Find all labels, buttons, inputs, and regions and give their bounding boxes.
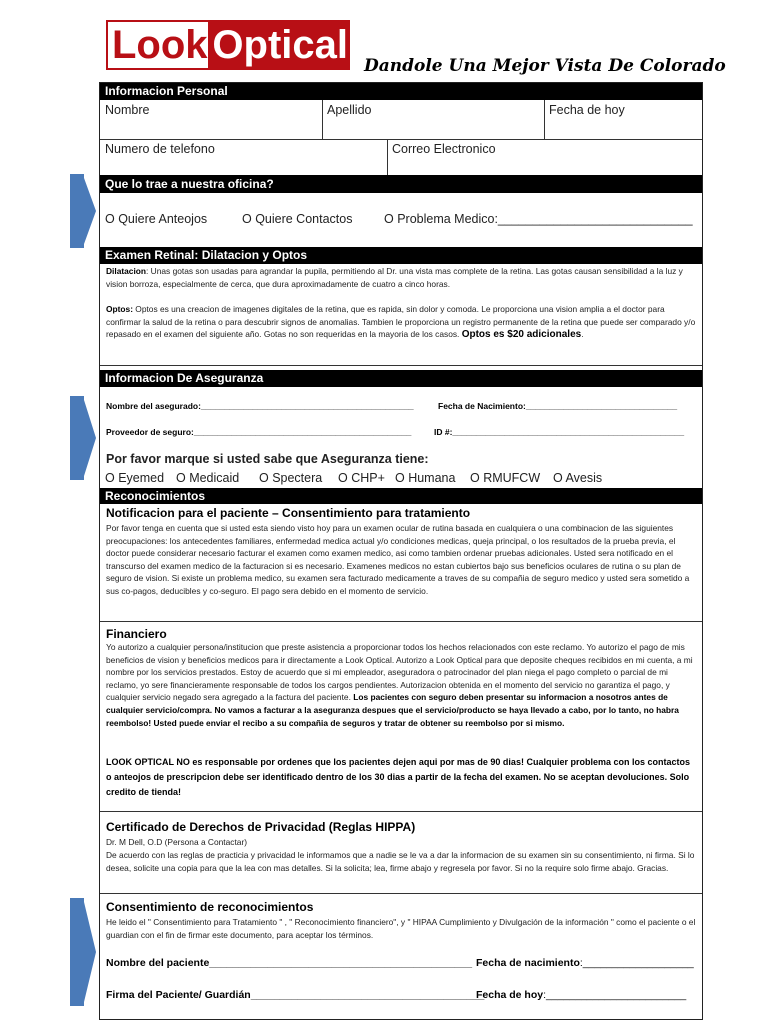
dilatacion-paragraph: Dilatacion: Unas gotas son usadas para agrandar la pupila, permitiendo al Dr. una vista mas complete de la retina. Las gotas causan sensibilidad a la luz y vision borroza, especialmente de cerca, que dura aproximadamente de cuatro a cinco horas. — [106, 266, 683, 289]
insurance-question: Por favor marque si usted sabe que Aseguranza tiene: — [106, 452, 429, 466]
look-optical-logo — [106, 20, 350, 70]
logo-word-look: Look — [112, 23, 208, 67]
divider — [100, 621, 702, 622]
divider — [322, 100, 323, 139]
section-header-personal: Informacion Personal — [100, 83, 702, 100]
notificacion-title: Notificacion para el paciente – Consentimiento para tratamiento — [106, 506, 471, 520]
privacidad-paragraph: De acuerdo con las reglas de practicia y privacidad le informamos que a nadie se le va a dar la informacion de su examen sin su consentimiento, ni firma. Si lo desea, solicite una copia para que la lea con mas detalles. Si la solicita; lea, firme abajo y regresela por favor. Si no la require solo firme abajo. Gracias. — [106, 850, 695, 873]
privacidad-title: Certificado de Derechos de Privacidad (Reglas HIPPA) — [106, 820, 416, 834]
notificacion-paragraph: Por favor tenga en cuenta que si usted esta siendo visto hoy para un examen ocular de rutina basada en cualquiera o una combinacion de las siguientes preocupaciones: los antecedentes familiares, enfermedad medica actual y/o condiciones medicas, queja principal, o los resultados de la prueba previa, el doctor puede considerar necesario facturar el examen como examen medico, asi como tambien ordenar pruebas adicionales. Usted sera notificado en el transcurso del examen medico de la facturacion si es necesario. Examenes medicos no estan cubiertos bajo sus beneficios oculares de rutina o su plan de seguro de vision. Si existe un problema medico, su examen sera facturado medicamente a traves de su compañia de seguro medico y usted sera sometido a sus co-pagos, deducibles y co-seguro. El pago sera debido en el momento de servicio. — [106, 523, 690, 596]
divider — [387, 139, 388, 175]
option-contactos[interactable]: O Quiere Contactos — [242, 212, 353, 226]
field-telefono-label: Numero de telefono — [105, 142, 215, 156]
arrow-right-icon — [68, 394, 98, 482]
section-header-visit: Que lo trae a nuestra oficina? — [100, 175, 702, 193]
divider — [100, 811, 702, 812]
patient-intake-form — [99, 82, 703, 1020]
arrow-right-icon — [68, 172, 98, 250]
section-header-insurance: Informacion De Aseguranza — [100, 370, 702, 387]
option-medicaid[interactable]: O Medicaid — [176, 471, 240, 485]
field-nombre-label: Nombre — [105, 103, 150, 117]
field-apellido-label: Apellido — [327, 103, 372, 117]
logo-word-optical: Optical — [208, 22, 348, 68]
option-rmufcw[interactable]: O RMUFCW — [470, 471, 541, 485]
option-eyemed[interactable]: O Eyemed — [105, 471, 165, 485]
divider — [100, 893, 702, 894]
option-spectera[interactable]: O Spectera — [259, 471, 323, 485]
tagline: Dandole Una Mejor Vista De Colorado — [364, 56, 726, 76]
section-header-retinal: Examen Retinal: Dilatacion y Optos — [100, 247, 702, 264]
consentimiento-title: Consentimiento de reconocimientos — [106, 900, 314, 914]
field-id[interactable]: ID #:_________________________________________________ — [434, 427, 685, 437]
field-fecha-hoy-firma[interactable]: Fecha de hoy:________________________ — [476, 989, 687, 1001]
field-nombre-paciente[interactable]: Nombre del paciente_____________________________________________ — [106, 957, 473, 969]
divider — [100, 365, 702, 366]
divider — [544, 100, 545, 139]
section-header-reconocimientos: Reconocimientos — [100, 488, 702, 504]
financiero-notice: LOOK OPTICAL NO es responsable por ordenes que los pacientes dejen aqui por mas de 90 dias! Cualquier problema con los contactos o anteojos de prescripcion debe ser identificado dentro de los 30 dias a partir de la fecha del examen. No se aceptan devoluciones. Solo credito de tienda! — [106, 757, 690, 797]
field-asegurado[interactable]: Nombre del asegurado:_____________________________________________ — [106, 401, 414, 411]
option-avesis[interactable]: O Avesis — [553, 471, 603, 485]
financiero-paragraph: Yo autorizo a cualquier persona/institucion que preste asistencia a proporcionar todos los hechos relacionados con este reclamo. Yo autorizo el pago de mis beneficios de vision y beneficios medicos para ir directamente a Look Optical. Autorizo a Look Optical para que deposite cheques recibidos en mi cuenta, a mi nombre por los servicios prestados. Estoy de acuerdo que si mi empleador, aseguradora o patrocinador del plan niega el pago completo o parcial de mi reclamo, yo sere financieramente responsable de todos los cargos pendientes. Autorizacion obtenida en el momento del servicio no garantiza el pago, y cualquier servicio negado sera agregado a la factura del paciente. Los pacientes con seguro deben presentar su informacion a nosotros antes de cualquier servicio/compra. No vamos a facturar a la aseguranza despues que el servicio/producto se haya llevado a cabo, por lo tanto, no habra reembolso! Usted puede enviar el recibo a su compañia de seguros y tratar de obtener su reembolso por si mismo. — [106, 642, 693, 728]
option-problema-medico[interactable]: O Problema Medico:____________________________ — [384, 212, 693, 226]
privacidad-contact: Dr. M Dell, O.D (Persona a Contactar) — [106, 837, 248, 847]
field-proveedor[interactable]: Proveedor de seguro:______________________________________________ — [106, 427, 412, 437]
arrow-right-icon — [68, 896, 98, 1008]
optos-paragraph: Optos: Optos es una creacion de imagenes digitales de la retina, que es rapida, sin dolor y comoda. Le proporciona una vision amplia a el doctor para confirmar la salud de la retina o para descubrir signos de anomalias. Tambien le proporciona un registro permanente de la retina que puede ser comparado y/o repasado en el examen del siguiente año. Gotas no son requeridas en la mayoria de los casos. Optos es $20 adicionales. — [106, 304, 696, 341]
field-fecha-nacimiento[interactable]: Fecha de Nacimiento:________________________________ — [438, 401, 678, 411]
field-fecha-hoy-label: Fecha de hoy — [549, 103, 625, 117]
consentimiento-paragraph: He leido el " Consentimiento para Tratamiento " , " Reconocimiento financiero", y " HIPAA Cumplimiento y Divulgación de la información " como el paciente o el guardian con el fin de firmar este documento, para aceptar los términos. — [106, 917, 696, 940]
option-chp[interactable]: O CHP+ — [338, 471, 385, 485]
option-humana[interactable]: O Humana — [395, 471, 456, 485]
field-correo-label: Correo Electronico — [392, 142, 496, 156]
field-firma-paciente[interactable]: Firma del Paciente/ Guardián________________________________________ — [106, 989, 485, 1001]
option-anteojos[interactable]: O Quiere Anteojos — [105, 212, 208, 226]
field-fecha-nacimiento-paciente[interactable]: Fecha de nacimiento:___________________ — [476, 957, 694, 969]
financiero-title: Financiero — [106, 627, 167, 641]
divider — [100, 139, 702, 140]
